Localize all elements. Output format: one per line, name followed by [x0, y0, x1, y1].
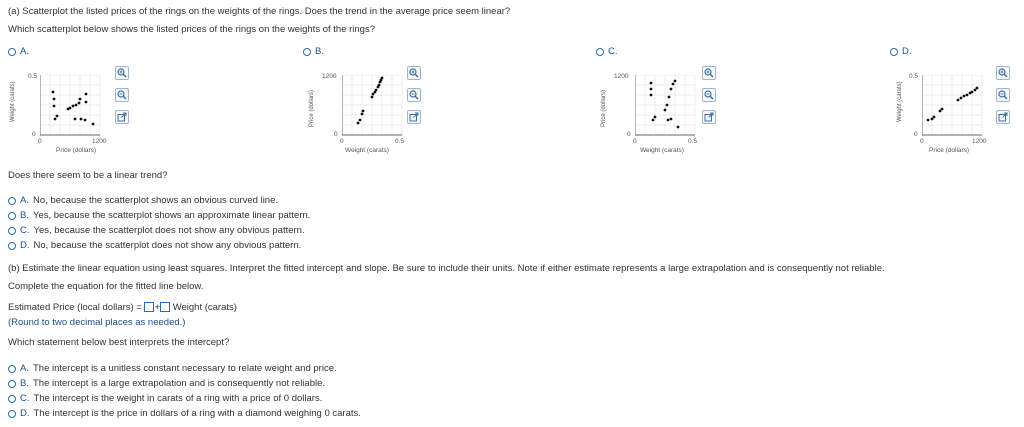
graph-a-y-axis-label: Weight (carats): [10, 81, 16, 122]
zoom-in-icon[interactable]: [407, 66, 421, 80]
open-external-icon[interactable]: [407, 110, 421, 124]
intercept-option-a[interactable]: A. The intercept is a unitless constant necessary to relate weight and price.: [8, 363, 337, 374]
open-external-icon[interactable]: [115, 110, 129, 124]
trend-option-c[interactable]: C. Yes, because the scatterplot does not show any obvious pattern.: [8, 225, 305, 236]
graph-a-y-tick-top: 0.5: [28, 73, 38, 80]
zoom-out-icon[interactable]: [996, 88, 1010, 102]
choice-b-radio[interactable]: B.: [303, 46, 324, 57]
graph-c-x-tick-left: 0: [633, 138, 637, 145]
intercept-option-c[interactable]: C. The intercept is the weight in carats of a ring with a price of 0 dollars.: [8, 393, 322, 404]
graph-c-y-tick-bottom: 0: [627, 131, 631, 138]
graph-b-x-axis-label: Weight (carats): [345, 147, 389, 154]
equation-left-label: Estimated Price (local dollars) =: [8, 302, 142, 313]
trend-option-b[interactable]: B. Yes, because the scatterplot shows an approximate linear pattern.: [8, 210, 310, 221]
graph-c-y-tick-top: 1200: [614, 73, 629, 80]
choice-c-radio[interactable]: C.: [596, 46, 618, 57]
graph-c-svg: [635, 75, 705, 137]
zoom-in-icon[interactable]: [115, 66, 129, 80]
intercept-input[interactable]: [144, 302, 154, 312]
slope-input[interactable]: [160, 302, 170, 312]
part-a-question: (a) Scatterplot the listed prices of the rings on the weights of the rings. Does the trend in the average price seem linear?: [8, 6, 511, 17]
graph-a-x-tick-left: 0: [38, 138, 42, 145]
choice-a-radio[interactable]: A.: [8, 46, 29, 57]
trend-option-d[interactable]: D. No, because the scatterplot does not show any obvious pattern.: [8, 240, 301, 251]
graph-d-x-axis-label: Price (dollars): [929, 147, 970, 154]
graph-d-svg: [922, 75, 992, 137]
graph-b-x-tick-right: 0.5: [395, 138, 405, 145]
equation-instruction: Complete the equation for the fitted line below.: [8, 281, 204, 292]
graph-a-y-tick-bottom: 0: [32, 131, 36, 138]
graph-d-x-tick-left: 0: [920, 138, 924, 145]
intercept-option-b[interactable]: B. The intercept is a large extrapolation and is consequently not reliable.: [8, 378, 325, 389]
zoom-out-icon[interactable]: [702, 88, 716, 102]
trend-question: Does there seem to be a linear trend?: [8, 170, 168, 181]
intercept-option-d[interactable]: D. The intercept is the price in dollars of a ring with a diamond weighing 0 carats.: [8, 408, 361, 419]
scatterplot-prompt: Which scatterplot below shows the listed prices of the rings on the weights of the rings?: [8, 24, 375, 35]
graph-d-x-tick-right: 1200: [972, 138, 987, 145]
graph-a-x-axis-label: Price (dollars): [56, 147, 97, 154]
open-external-icon[interactable]: [996, 110, 1010, 124]
graph-b-y-axis-label: Price (dollars): [309, 89, 315, 127]
choice-d-radio[interactable]: D.: [890, 46, 912, 57]
graph-b-y-tick-bottom: 0: [334, 131, 338, 138]
graph-a-svg: [40, 75, 110, 137]
open-external-icon[interactable]: [702, 110, 716, 124]
graph-b-y-tick-top: 1200: [322, 73, 337, 80]
graph-c-x-tick-right: 0.5: [688, 138, 698, 145]
graph-c-y-axis-label: Price (dollars): [601, 89, 607, 127]
equation-plus: +: [154, 302, 161, 313]
graph-b-svg: [342, 75, 412, 137]
part-b-question: (b) Estimate the linear equation using least squares. Interpret the fitted intercept and slope. Be sure to include their units. Note if either estimate represents a large extrapolation and is consequently not reliable.: [8, 263, 885, 274]
zoom-out-icon[interactable]: [407, 88, 421, 102]
graph-c-x-axis-label: Weight (carats): [640, 147, 684, 154]
graph-c-plot: [635, 75, 705, 137]
graph-a-plot: [40, 75, 110, 137]
graph-d-y-tick-bottom: 0: [914, 131, 918, 138]
graph-d-y-axis-label: Weight (carats): [897, 81, 903, 122]
equation-right-label: Weight (carats): [172, 302, 237, 313]
graph-b-plot: [342, 75, 412, 137]
graph-d-plot: [922, 75, 992, 137]
zoom-in-icon[interactable]: [702, 66, 716, 80]
zoom-out-icon[interactable]: [115, 88, 129, 102]
graph-a-x-tick-right: 1200: [92, 138, 107, 145]
intercept-question: Which statement below best interprets the intercept?: [8, 337, 230, 348]
equation-line: [8, 302, 237, 313]
graph-d-y-tick-top: 0.5: [909, 73, 919, 80]
graph-b-x-tick-left: 0: [340, 138, 344, 145]
rounding-hint: (Round to two decimal places as needed.): [8, 317, 186, 328]
zoom-in-icon[interactable]: [996, 66, 1010, 80]
trend-option-a[interactable]: A. No, because the scatterplot shows an obvious curved line.: [8, 195, 278, 206]
